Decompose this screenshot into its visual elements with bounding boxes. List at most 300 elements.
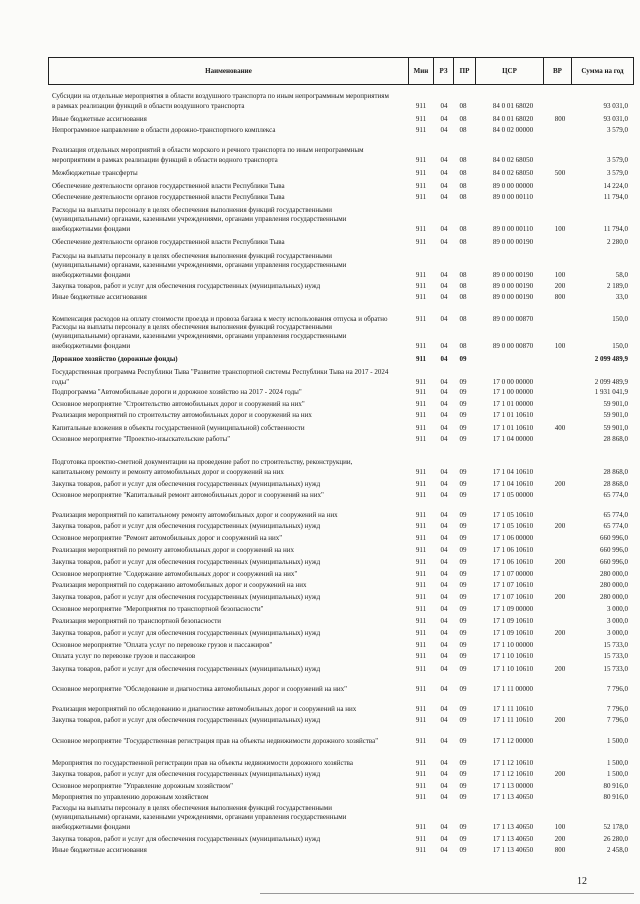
- row-csr: 89 0 00 00110: [493, 224, 533, 233]
- row-pr: 08: [459, 168, 467, 177]
- row-csr: 17 1 04 00000: [492, 434, 534, 443]
- row-sum: 660 996,0: [600, 545, 628, 554]
- row-rz: 04: [440, 292, 448, 301]
- row-csr: 17 1 07 00000: [492, 569, 534, 578]
- row-pr: 09: [459, 592, 467, 601]
- row-rz: 04: [440, 580, 448, 589]
- row-sum: 11 794,0: [603, 192, 628, 201]
- header-name: Наименование: [49, 58, 409, 84]
- row-sum: 1 500,0: [607, 736, 628, 745]
- row-min: 911: [415, 270, 427, 279]
- row-min: 911: [415, 155, 427, 164]
- row-pr: 09: [459, 781, 467, 790]
- row-rz: 04: [440, 377, 448, 386]
- row-min: 911: [415, 479, 427, 488]
- row-pr: 08: [459, 341, 467, 350]
- row-min: 911: [415, 467, 427, 476]
- row-sum: 3 000,0: [607, 628, 628, 637]
- row-pr: 09: [459, 510, 467, 519]
- row-rz: 04: [440, 545, 448, 554]
- row-rz: 04: [440, 399, 448, 408]
- row-pr: 09: [459, 845, 467, 854]
- row-name: Закупка товаров, работ и услуг для обеспечения государственных (муниципальных) нужд: [52, 479, 321, 488]
- row-pr: 09: [459, 715, 467, 724]
- row-min: 911: [415, 101, 427, 110]
- row-name: Основное мероприятие "Мероприятия по транспортной безопасности": [52, 604, 264, 613]
- row-name: Закупка товаров, работ и услуг для обеспечения государственных (муниципальных) нужд: [52, 664, 321, 673]
- row-vr: 800: [554, 114, 566, 123]
- row-min: 911: [415, 792, 427, 801]
- row-csr: 17 1 07 10610: [492, 592, 534, 601]
- row-sum: 15 733,0: [603, 640, 628, 649]
- row-sum: 3 579,0: [607, 125, 628, 134]
- row-name: Расходы на выплаты персоналу в целях обеспечения выполнения функций государственными (муниципальными) органами, казенными учреждениями, органами управления государственными внебюджетными фондами: [52, 803, 347, 831]
- row-pr: 09: [459, 704, 467, 713]
- row-pr: 09: [459, 640, 467, 649]
- row-min: 911: [415, 651, 427, 660]
- row-vr: 100: [554, 270, 566, 279]
- row-vr: 200: [554, 834, 566, 843]
- row-csr: 17 1 12 10610: [492, 769, 534, 778]
- row-name: Реализация мероприятий по строительству автомобильных дорог и сооружений на них: [52, 410, 312, 419]
- row-rz: 04: [440, 354, 448, 363]
- row-name: Иные бюджетные ассигнования: [52, 845, 147, 854]
- row-min: 911: [415, 704, 427, 713]
- row-rz: 04: [440, 281, 448, 290]
- row-csr: 89 0 00 00110: [493, 192, 533, 201]
- row-pr: 09: [459, 651, 467, 660]
- row-csr: 89 0 00 00190: [492, 292, 534, 301]
- row-min: 911: [415, 684, 427, 693]
- row-rz: 04: [440, 168, 448, 177]
- row-rz: 04: [440, 781, 448, 790]
- row-sum: 65 774,0: [603, 490, 628, 499]
- row-name: Закупка товаров, работ и услуг для обеспечения государственных (муниципальных) нужд: [52, 521, 321, 530]
- row-sum: 1 500,0: [607, 758, 628, 767]
- row-csr: 17 1 13 40650: [492, 845, 534, 854]
- row-name: Основное мероприятие "Обследование и диагностика автомобильных дорог и сооружений на них": [52, 684, 347, 693]
- row-name: Основное мероприятие "Ремонт автомобильных дорог и сооружений на них": [52, 533, 283, 542]
- row-name: Реализация мероприятий по содержанию автомобильных дорог и сооружений на них: [52, 580, 307, 589]
- row-pr: 09: [459, 758, 467, 767]
- row-csr: 84 0 01 68020: [492, 101, 534, 110]
- row-name: Капитальные вложения в объекты государственной (муниципальной) собственности: [52, 423, 305, 432]
- row-rz: 04: [440, 155, 448, 164]
- row-sum: 28 868,0: [603, 434, 628, 443]
- row-min: 911: [415, 314, 427, 323]
- row-pr: 08: [459, 181, 467, 190]
- row-pr: 08: [459, 224, 467, 233]
- row-min: 911: [415, 580, 427, 589]
- header-sum: Сумма на год: [581, 67, 624, 75]
- row-pr: 09: [459, 423, 467, 432]
- row-min: 911: [415, 769, 427, 778]
- row-vr: 200: [554, 281, 566, 290]
- row-rz: 04: [440, 845, 448, 854]
- row-name: Реализация мероприятий по обследованию и диагностике автомобильных дорог и сооружений на них: [52, 704, 357, 713]
- row-name: Основное мероприятие "Государственная регистрация прав на объекты недвижимости дорожного хозяйства": [52, 736, 379, 745]
- row-min: 911: [415, 510, 427, 519]
- row-pr: 09: [459, 490, 467, 499]
- row-name: Обеспечение деятельности органов государственной власти Республики Тыва: [52, 181, 285, 190]
- row-pr: 08: [459, 292, 467, 301]
- row-name: Реализация мероприятий по транспортной безопасности: [52, 616, 222, 625]
- row-min: 911: [415, 281, 427, 290]
- row-rz: 04: [440, 758, 448, 767]
- row-csr: 89 0 00 00000: [492, 181, 534, 190]
- header-csr: ЦСР: [476, 58, 544, 84]
- row-sum: 2 099 489,9: [594, 354, 628, 363]
- row-rz: 04: [440, 270, 448, 279]
- row-name: Основное мероприятие "Капитальный ремонт автомобильных дорог и сооружений на них": [52, 490, 324, 499]
- row-name: Основное мероприятие "Оплата услуг по перевозке грузов и пассажиров": [52, 640, 273, 649]
- row-sum: 11 794,0: [603, 224, 628, 233]
- row-csr: 17 1 05 00000: [492, 490, 534, 499]
- row-csr: 17 1 09 10610: [492, 628, 534, 637]
- row-name: Закупка товаров, работ и услуг для обеспечения государственных (муниципальных) нужд: [52, 715, 321, 724]
- row-sum: 80 916,0: [603, 781, 628, 790]
- row-csr: 84 0 02 68050: [492, 155, 534, 164]
- row-pr: 09: [459, 604, 467, 613]
- row-sum: 33,0: [615, 292, 628, 301]
- row-sum: 280 000,0: [600, 580, 628, 589]
- row-sum: 58,0: [615, 270, 628, 279]
- row-pr: 09: [459, 684, 467, 693]
- row-name: Иные бюджетные ассигнования: [52, 292, 147, 301]
- row-rz: 04: [440, 434, 448, 443]
- row-pr: 08: [459, 155, 467, 164]
- row-csr: 17 1 00 00000: [492, 387, 534, 396]
- row-rz: 04: [440, 664, 448, 673]
- row-sum: 1 500,0: [607, 769, 628, 778]
- row-sum: 2 189,0: [607, 281, 628, 290]
- row-min: 911: [415, 616, 427, 625]
- row-sum: 3 579,0: [607, 168, 628, 177]
- row-pr: 09: [459, 822, 467, 831]
- row-csr: 84 0 02 00000: [492, 125, 534, 134]
- row-sum: 59 901,0: [603, 399, 628, 408]
- row-csr: 17 1 13 40650: [492, 834, 534, 843]
- row-min: 911: [415, 341, 427, 350]
- row-name: Закупка товаров, работ и услуг для обеспечения государственных (муниципальных) нужд: [52, 557, 321, 566]
- row-vr: 200: [554, 715, 566, 724]
- row-vr: 200: [554, 769, 566, 778]
- row-csr: 17 1 10 10610: [492, 651, 534, 660]
- row-csr: 89 0 00 00190: [492, 281, 534, 290]
- row-rz: 04: [440, 533, 448, 542]
- row-name: Закупка товаров, работ и услуг для обеспечения государственных (муниципальных) нужд: [52, 628, 321, 637]
- row-pr: 08: [459, 192, 467, 201]
- row-sum: 65 774,0: [603, 521, 628, 530]
- row-rz: 04: [440, 792, 448, 801]
- row-vr: 200: [554, 557, 566, 566]
- row-csr: 17 1 10 00000: [492, 640, 534, 649]
- row-rz: 04: [440, 616, 448, 625]
- row-min: 911: [415, 125, 427, 134]
- row-sum: 280 000,0: [600, 592, 628, 601]
- row-csr: 17 1 04 10610: [492, 479, 534, 488]
- row-pr: 09: [459, 616, 467, 625]
- row-name: Подпрограмма "Автомобильные дороги и дорожное хозяйство на 2017 - 2024 годы": [52, 387, 302, 396]
- row-csr: 17 1 05 10610: [492, 510, 534, 519]
- row-rz: 04: [440, 423, 448, 432]
- row-pr: 09: [459, 387, 467, 396]
- row-pr: 09: [459, 479, 467, 488]
- row-sum: 2 458,0: [607, 845, 628, 854]
- row-min: 911: [415, 545, 427, 554]
- row-sum: 14 224,0: [603, 181, 628, 190]
- row-min: 911: [415, 399, 427, 408]
- row-vr: 800: [554, 845, 566, 854]
- row-pr: 08: [459, 101, 467, 110]
- row-pr: 09: [459, 545, 467, 554]
- row-csr: 17 1 01 10610: [492, 410, 534, 419]
- row-sum: 28 868,0: [603, 479, 628, 488]
- row-sum: 15 733,0: [603, 664, 628, 673]
- row-vr: 100: [554, 822, 566, 831]
- row-name: Основное мероприятие "Строительство автомобильных дорог и сооружений на них": [52, 399, 305, 408]
- row-sum: 59 901,0: [603, 410, 628, 419]
- row-min: 911: [415, 736, 427, 745]
- row-sum: 7 796,0: [607, 684, 628, 693]
- row-min: 911: [415, 490, 427, 499]
- row-rz: 04: [440, 628, 448, 637]
- row-min: 911: [415, 781, 427, 790]
- row-sum: 1 931 041,9: [594, 387, 628, 396]
- row-rz: 04: [440, 822, 448, 831]
- row-sum: 59 901,0: [603, 423, 628, 432]
- row-rz: 04: [440, 490, 448, 499]
- row-name: Иные бюджетные ассигнования: [52, 114, 147, 123]
- row-pr: 08: [459, 281, 467, 290]
- row-sum: 93 031,0: [603, 101, 628, 110]
- row-min: 911: [415, 557, 427, 566]
- row-sum: 65 774,0: [603, 510, 628, 519]
- row-min: 911: [415, 377, 427, 386]
- row-min: 911: [415, 354, 427, 363]
- row-min: 911: [415, 822, 427, 831]
- row-csr: 84 0 02 68050: [492, 168, 534, 177]
- row-min: 911: [415, 758, 427, 767]
- row-csr: 17 1 13 00000: [492, 781, 534, 790]
- row-sum: 2 099 489,9: [594, 377, 628, 386]
- row-rz: 04: [440, 769, 448, 778]
- row-vr: 400: [554, 423, 566, 432]
- row-csr: 89 0 00 00190: [492, 237, 534, 246]
- row-vr: 200: [554, 664, 566, 673]
- row-csr: 17 0 00 00000: [492, 377, 534, 386]
- row-sum: 3 000,0: [607, 604, 628, 613]
- row-min: 911: [415, 715, 427, 724]
- row-pr: 09: [459, 569, 467, 578]
- row-rz: 04: [440, 101, 448, 110]
- row-min: 911: [415, 664, 427, 673]
- row-rz: 04: [440, 314, 448, 323]
- row-csr: 89 0 00 00870: [492, 341, 534, 350]
- row-name: Государственная программа Республики Тыва "Развитие транспортной системы Республики Тыва на 2017 - 2024 годы": [52, 368, 389, 386]
- row-pr: 09: [459, 580, 467, 589]
- row-min: 911: [415, 834, 427, 843]
- row-sum: 52 178,0: [603, 822, 628, 831]
- row-name: Реализация мероприятий по ремонту автомобильных дорог и сооружений на них: [52, 545, 295, 554]
- row-name: Дорожное хозяйство (дорожные фонды): [52, 354, 178, 363]
- row-name: Межбюджетные трансферты: [52, 168, 138, 177]
- row-rz: 04: [440, 569, 448, 578]
- row-name: Закупка товаров, работ и услуг для обеспечения государственных (муниципальных) нужд: [52, 592, 321, 601]
- row-pr: 09: [459, 399, 467, 408]
- row-name: Обеспечение деятельности органов государственной власти Республики Тыва: [52, 192, 285, 201]
- page-number: 12: [577, 876, 587, 887]
- row-csr: 17 1 09 00000: [492, 604, 534, 613]
- row-rz: 04: [440, 387, 448, 396]
- row-rz: 04: [440, 114, 448, 123]
- row-vr: 200: [554, 628, 566, 637]
- row-pr: 09: [459, 467, 467, 476]
- row-name: Закупка товаров, работ и услуг для обеспечения государственных (муниципальных) нужд: [52, 769, 321, 778]
- row-sum: 2 280,0: [607, 237, 628, 246]
- row-sum: 660 996,0: [600, 533, 628, 542]
- row-csr: 17 1 11 10610: [493, 715, 533, 724]
- row-pr: 08: [459, 270, 467, 279]
- row-pr: 08: [459, 125, 467, 134]
- row-csr: 17 1 06 10610: [492, 545, 534, 554]
- row-pr: 09: [459, 377, 467, 386]
- row-csr: 17 1 01 00000: [492, 399, 534, 408]
- row-name: Оплата услуг по перевозке грузов и пассажиров: [52, 651, 196, 660]
- row-vr: 100: [554, 224, 566, 233]
- row-csr: 17 1 10 10610: [492, 664, 534, 673]
- row-sum: 15 733,0: [603, 651, 628, 660]
- row-rz: 04: [440, 640, 448, 649]
- row-csr: 17 1 06 10610: [492, 557, 534, 566]
- row-rz: 04: [440, 736, 448, 745]
- row-name: Расходы на выплаты персоналу в целях обеспечения выполнения функций государственными (муниципальными) органами, казенными учреждениями, органами управления государственными внебюджетными фондами: [52, 205, 347, 233]
- row-csr: 89 0 00 00870: [492, 314, 534, 323]
- row-sum: 280 000,0: [600, 569, 628, 578]
- row-csr: 17 1 13 40650: [492, 822, 534, 831]
- row-rz: 04: [440, 684, 448, 693]
- row-min: 911: [415, 845, 427, 854]
- row-csr: 17 1 01 10610: [492, 423, 534, 432]
- row-min: 911: [415, 387, 427, 396]
- row-rz: 04: [440, 557, 448, 566]
- row-pr: 09: [459, 736, 467, 745]
- row-min: 911: [415, 533, 427, 542]
- row-sum: 660 996,0: [600, 557, 628, 566]
- row-min: 911: [415, 114, 427, 123]
- footer-rule: [260, 893, 634, 894]
- row-pr: 08: [459, 314, 467, 323]
- row-name: Обеспечение деятельности органов государственной власти Республики Тыва: [52, 237, 285, 246]
- row-rz: 04: [440, 521, 448, 530]
- row-sum: 3 000,0: [607, 616, 628, 625]
- row-rz: 04: [440, 604, 448, 613]
- row-sum: 7 796,0: [607, 704, 628, 713]
- row-rz: 04: [440, 715, 448, 724]
- row-name: Расходы на выплаты персоналу в целях обеспечения выполнения функций государственными (муниципальными) органами, казенными учреждениями, органами управления государственными внебюджетными фондами: [52, 251, 347, 279]
- row-sum: 150,0: [612, 341, 628, 350]
- row-pr: 09: [459, 792, 467, 801]
- row-min: 911: [415, 640, 427, 649]
- row-pr: 09: [459, 410, 467, 419]
- row-sum: 150,0: [612, 314, 628, 323]
- row-rz: 04: [440, 479, 448, 488]
- row-min: 911: [415, 569, 427, 578]
- row-sum: 7 796,0: [607, 715, 628, 724]
- row-name: Мероприятия по управлению дорожным хозяйством: [52, 792, 209, 801]
- row-min: 911: [415, 604, 427, 613]
- row-csr: 17 1 13 40650: [492, 792, 534, 801]
- row-pr: 09: [459, 434, 467, 443]
- row-pr: 09: [459, 834, 467, 843]
- row-min: 911: [415, 192, 427, 201]
- row-rz: 04: [440, 410, 448, 419]
- row-sum: 93 031,0: [603, 114, 628, 123]
- header-min: Мин: [409, 58, 434, 84]
- row-pr: 09: [459, 533, 467, 542]
- row-name: Реализация мероприятий по капитальному ремонту автомобильных дорог и сооружений на них: [52, 510, 338, 519]
- row-rz: 04: [440, 125, 448, 134]
- row-rz: 04: [440, 704, 448, 713]
- header-vr: ВР: [544, 58, 572, 84]
- header-pr: ПР: [454, 58, 476, 84]
- row-rz: 04: [440, 467, 448, 476]
- row-csr: 17 1 06 00000: [492, 533, 534, 542]
- row-vr: 200: [554, 521, 566, 530]
- row-name: Непрограммное направление в области дорожно-транспортного комплекса: [52, 125, 276, 134]
- row-name: Основное мероприятие "Проектно-изыскательские работы": [52, 434, 231, 443]
- row-rz: 04: [440, 651, 448, 660]
- row-name: Мероприятия по государственной регистрации прав на объекты недвижимости дорожного хозяйства: [52, 758, 353, 767]
- row-csr: 17 1 07 10610: [492, 580, 534, 589]
- row-pr: 08: [459, 237, 467, 246]
- row-csr: 17 1 04 10610: [492, 467, 534, 476]
- row-sum: 80 916,0: [603, 792, 628, 801]
- row-name: Основное мероприятие "Управление дорожным хозяйством": [52, 781, 233, 790]
- row-rz: 04: [440, 192, 448, 201]
- row-name: Основное мероприятие "Содержание автомобильных дорог и сооружений на них": [52, 569, 298, 578]
- row-name: Реализация отдельных мероприятий в области морского и речного транспорта по иным непрограммным мероприятиям в рамках реализации функций в области водного транспорта: [52, 146, 364, 164]
- row-csr: 17 1 11 00000: [493, 684, 533, 693]
- row-min: 911: [415, 434, 427, 443]
- row-vr: 500: [554, 168, 566, 177]
- row-name: Закупка товаров, работ и услуг для обеспечения государственных (муниципальных) нужд: [52, 834, 321, 843]
- row-vr: 800: [554, 292, 566, 301]
- row-min: 911: [415, 181, 427, 190]
- row-min: 911: [415, 628, 427, 637]
- row-pr: 09: [459, 354, 467, 363]
- row-rz: 04: [440, 237, 448, 246]
- row-rz: 04: [440, 834, 448, 843]
- row-sum: 3 579,0: [607, 155, 628, 164]
- row-csr: 17 1 09 10610: [492, 616, 534, 625]
- row-csr: 17 1 11 10610: [493, 704, 533, 713]
- row-pr: 09: [459, 769, 467, 778]
- row-min: 911: [415, 224, 427, 233]
- row-name: Субсидии на отдельные мероприятия в области воздушного транспорта по иным непрограммным мероприятиям в рамках реализации функций в области воздушного транспорта: [52, 92, 389, 110]
- row-name: Подготовка проектно-сметной документации на проведение работ по строительству, реконструкции, капитальному ремонту и ремонту автомобильных дорог и сооружений на них: [52, 458, 353, 476]
- row-min: 911: [415, 237, 427, 246]
- row-name: Закупка товаров, работ и услуг для обеспечения государственных (муниципальных) нужд: [52, 281, 321, 290]
- row-vr: 200: [554, 479, 566, 488]
- row-vr: 200: [554, 592, 566, 601]
- row-csr: 17 1 12 10610: [492, 758, 534, 767]
- row-min: 911: [415, 423, 427, 432]
- row-min: 911: [415, 410, 427, 419]
- row-pr: 09: [459, 557, 467, 566]
- row-csr: 84 0 01 68020: [492, 114, 534, 123]
- row-rz: 04: [440, 510, 448, 519]
